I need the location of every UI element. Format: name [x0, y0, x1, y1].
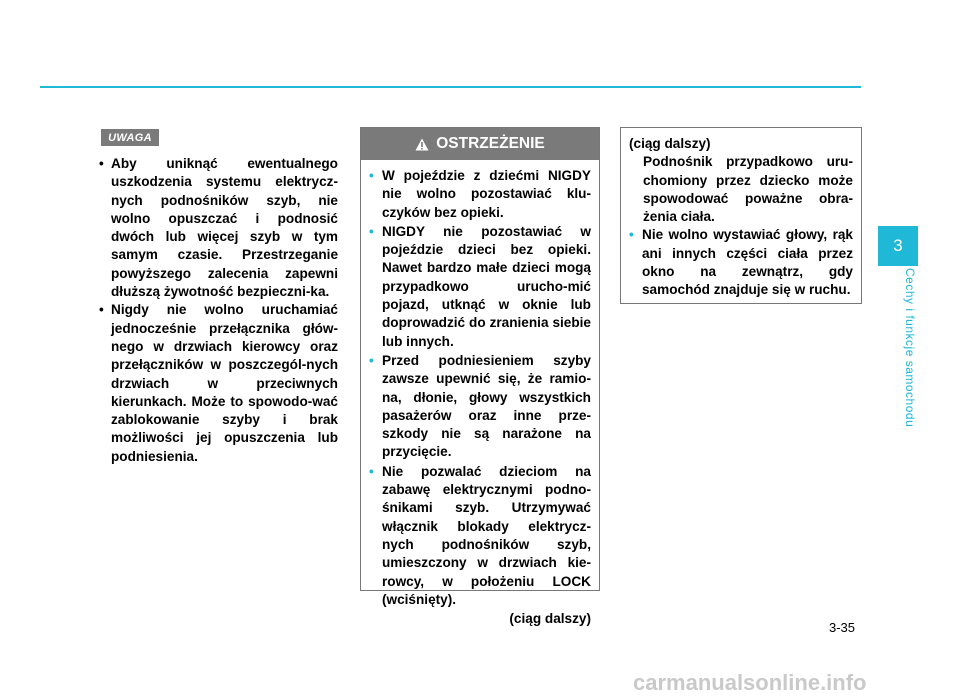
- caution-item-text: Aby uniknąć ewentualnego uszkodzenia systemu elektrycz-nych podnośników szyb, nie wolno opuszczać i podnosić dwóch lub więcej szyb w tym samym czasie. Przestrzeganie powyższego zalecenia zapewni dłuższą żywotność bezpieczni-ka.: [111, 156, 338, 300]
- continued-note: (ciąg dalszy): [509, 611, 591, 627]
- continuation-label: (ciąg dalszy): [629, 136, 711, 151]
- caution-item: [94, 301, 338, 466]
- bullet: •: [369, 463, 374, 479]
- caution-item-text: Nigdy nie wolno uruchamiać jednocześnie przełącznika głów-nego w drzwiach kierowcy oraz przełączników w poszczegól-nych drzwiach w przeciwnych kierunkach. Może to spowodo-wać zablokowanie szyby i brak możliwości jej opuszczenia lub podniesienia.: [111, 302, 338, 464]
- top-rule: [40, 86, 861, 88]
- bullet: •: [629, 227, 634, 243]
- continuation-item: [629, 226, 853, 299]
- chapter-title: Cechy i funkcje samochodu: [903, 268, 917, 428]
- warning-item: [369, 463, 591, 609]
- warning-item-text: Przed podniesieniem szyby zawsze upewnić się, że ramio-na, dłonie, głowy wszystkich pasażerów oraz inne prze-szkody nie są narażone na przycięcie.: [382, 352, 591, 460]
- chapter-number-tab: 3: [878, 226, 918, 266]
- continuation-paragraph: Podnośnik przypadkowo uru-chomiony przez dziecko może spowodować poważne obra-żenia ciała.: [643, 154, 853, 225]
- warning-item: [369, 352, 591, 462]
- continuation-item-text: Nie wolno wystawiać głowy, rąk ani innych części ciała przez okno na zewnątrz, gdy samochód znajduje się w ruchu.: [642, 227, 853, 298]
- warning-item-text: Nie pozwalać dzieciom na zabawę elektrycznymi podno-śnikami szyb. Utrzymywać włącznik blokady elektrycz-nych podnośników szyb, umieszczony w drzwiach kie-rowcy, w położeniu LOCK (wciśnięty).: [382, 463, 591, 607]
- bullet: •: [99, 302, 104, 318]
- caution-list: [94, 155, 338, 466]
- warning-item-text: NIGDY nie pozostawiać w pojeździe dzieci bez opieki. Nawet bardzo małe dzieci mogą przypadkowo urucho-mić pojazd, utknąć w oknie lub doprowadzić do zranienia siebie lub innych.: [382, 223, 591, 349]
- caution-badge: UWAGA: [101, 129, 159, 146]
- bullet: •: [99, 156, 104, 171]
- warning-item-text: W pojeździe z dziećmi NIGDY nie wolno pozostawiać klu-czyków bez opieki.: [382, 168, 591, 220]
- caution-item: [94, 155, 338, 301]
- continuation-box: [620, 127, 862, 304]
- warning-triangle-icon: [415, 138, 429, 151]
- bullet: •: [369, 352, 374, 368]
- watermark: carmanualsonline.info: [633, 670, 867, 695]
- bullet: •: [369, 168, 374, 183]
- warning-item: [369, 223, 591, 351]
- warning-item: [369, 167, 591, 222]
- warning-header: [361, 128, 599, 160]
- warning-title: OSTRZEŻENIE: [436, 135, 545, 152]
- warning-body: [361, 160, 599, 628]
- warning-box: [360, 127, 600, 627]
- bullet: •: [369, 223, 374, 239]
- page-number: 3-35: [829, 620, 856, 635]
